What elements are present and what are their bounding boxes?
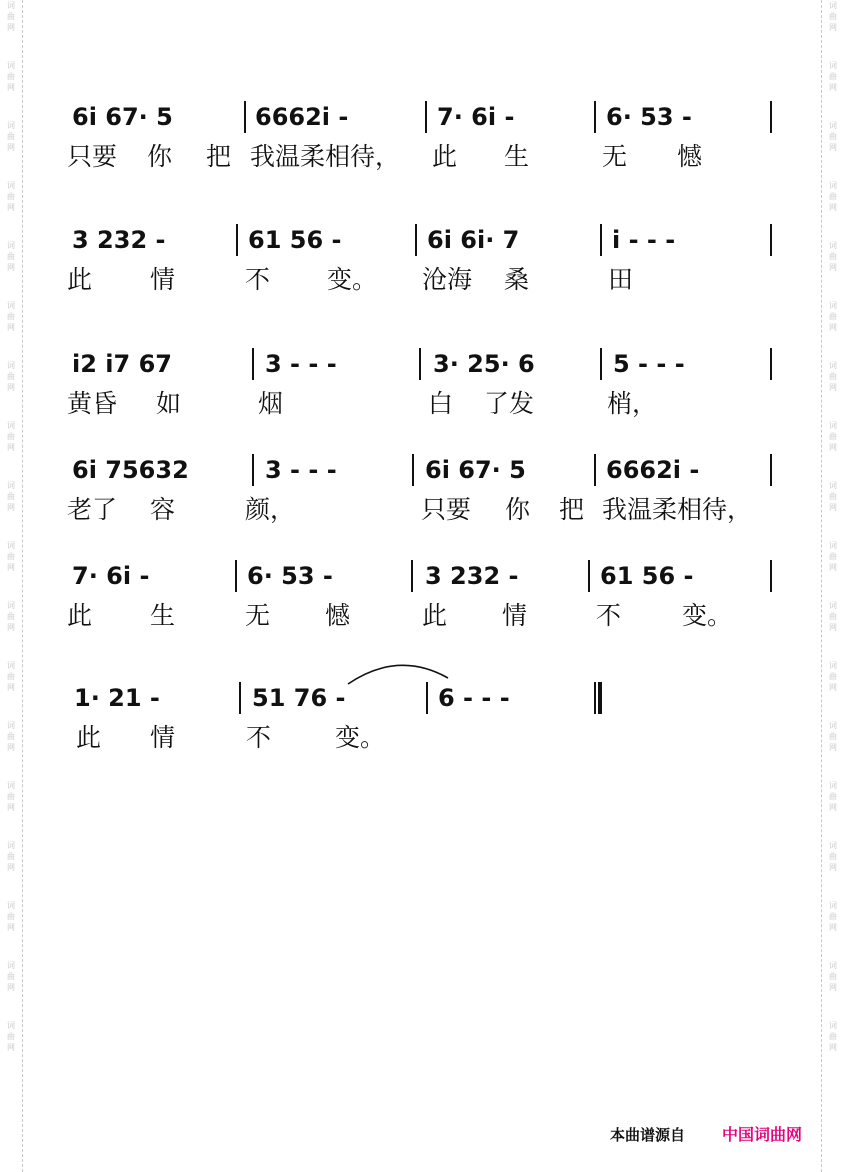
score-line (0, 97, 843, 217)
lyric-syllable: 不 (246, 723, 272, 752)
lyric-syllable: 老了 (67, 495, 118, 524)
watermark-mark: 词 曲 网 (829, 601, 837, 632)
watermark-mark: 词 曲 网 (829, 1021, 837, 1052)
measure-notes: 61 56 - (600, 562, 694, 590)
lyric-syllable: 我温柔相待， (602, 495, 753, 524)
barline (594, 101, 596, 133)
barline (770, 560, 772, 592)
watermark-mark: 词 曲 网 (7, 121, 15, 152)
score-line (0, 220, 843, 340)
measure-notes: 6i 67· 5 (425, 456, 526, 484)
barline (236, 224, 238, 256)
measure-notes: 1· 21 - (74, 684, 160, 712)
lyric-syllable: 此 (67, 265, 93, 294)
barline (415, 224, 417, 256)
watermark-mark: 词 曲 网 (829, 901, 837, 932)
barline (770, 224, 772, 256)
final-barline (594, 682, 602, 714)
measure-notes: 51 76 - (252, 684, 346, 712)
score-line (0, 678, 843, 798)
measure-notes: 6662i - (255, 103, 349, 131)
watermark-mark: 词 曲 网 (7, 841, 15, 872)
watermark-mark: 词 曲 网 (7, 781, 15, 812)
measure-notes: 3 - - - (265, 456, 337, 484)
lyric-syllable: 憾 (677, 142, 703, 171)
watermark-mark: 词 曲 网 (829, 121, 837, 152)
watermark-mark: 词 曲 网 (829, 301, 837, 332)
lyrics-row (0, 260, 843, 304)
barline (425, 101, 427, 133)
score-line (0, 344, 843, 464)
lyric-syllable: 只要 (67, 142, 118, 171)
measure-notes: 6 - - - (438, 684, 510, 712)
measure-notes: 3· 25· 6 (433, 350, 535, 378)
lyric-syllable: 只要 (421, 495, 472, 524)
barline (419, 348, 421, 380)
lyric-syllable: 把 (559, 495, 585, 524)
watermark-mark: 词 曲 网 (829, 661, 837, 692)
lyric-syllable: 憾 (325, 601, 351, 630)
lyric-syllable: 颜， (245, 495, 296, 524)
watermark-mark: 词 曲 网 (829, 541, 837, 572)
measure-notes: 6662i - (606, 456, 700, 484)
lyric-syllable: 我温柔相待， (250, 142, 401, 171)
watermark-mark: 词 曲 网 (7, 481, 15, 512)
lyric-syllable: 此 (67, 601, 93, 630)
lyrics-row (0, 490, 843, 534)
lyric-syllable: 此 (432, 142, 458, 171)
watermark-mark: 词 曲 网 (829, 241, 837, 272)
watermark-mark: 词 曲 网 (7, 421, 15, 452)
notes-row (0, 450, 843, 494)
barline (252, 348, 254, 380)
measure-notes: 61 56 - (248, 226, 342, 254)
watermark-mark: 词 曲 网 (829, 421, 837, 452)
measure-notes: 7· 6i - (72, 562, 150, 590)
watermark-mark: 词 曲 网 (829, 721, 837, 752)
lyrics-row (0, 596, 843, 640)
lyric-syllable: 你 (147, 142, 173, 171)
watermark-mark: 词 曲 网 (7, 241, 15, 272)
measure-notes: 6· 53 - (606, 103, 692, 131)
watermark-mark: 词 曲 网 (829, 961, 837, 992)
watermark-mark: 词 曲 网 (829, 781, 837, 812)
lyric-syllable: 变。 (682, 601, 733, 630)
watermark-mark: 词 曲 网 (7, 61, 15, 92)
lyric-syllable: 如 (156, 389, 182, 418)
lyrics-row (0, 384, 843, 428)
measure-notes: 6i 6i· 7 (427, 226, 520, 254)
measure-notes: i2 i7 67 (72, 350, 172, 378)
measure-notes: 6i 75632 (72, 456, 189, 484)
barline (412, 454, 414, 486)
notes-row (0, 556, 843, 600)
barline (244, 101, 246, 133)
lyric-syllable: 变。 (335, 723, 386, 752)
watermark-mark: 词 曲 网 (7, 661, 15, 692)
barline (594, 454, 596, 486)
watermark-mark: 词 曲 网 (7, 721, 15, 752)
notes-row (0, 678, 843, 722)
lyric-syllable: 生 (150, 601, 176, 630)
watermark-mark: 词 曲 网 (7, 301, 15, 332)
lyrics-row (0, 137, 843, 181)
watermark-mark: 词 曲 网 (7, 1021, 15, 1052)
lyric-syllable: 桑 (504, 265, 530, 294)
footer-source-label: 本曲谱源自 (610, 1126, 686, 1144)
lyric-syllable: 不 (245, 265, 271, 294)
barline (600, 224, 602, 256)
measure-notes: 6i 67· 5 (72, 103, 173, 131)
lyrics-row (0, 718, 843, 762)
watermark-mark: 词 曲 网 (7, 901, 15, 932)
lyric-syllable: 无 (602, 142, 628, 171)
lyric-syllable: 生 (504, 142, 530, 171)
barline (600, 348, 602, 380)
measure-notes: 7· 6i - (437, 103, 515, 131)
lyric-syllable: 黄昏 (67, 389, 118, 418)
notes-row (0, 344, 843, 388)
barline (252, 454, 254, 486)
barline (239, 682, 241, 714)
watermark-mark: 词 曲 网 (7, 1, 15, 32)
barline (770, 348, 772, 380)
measure-notes: 3 232 - (425, 562, 519, 590)
barline (770, 454, 772, 486)
barline (770, 101, 772, 133)
lyric-syllable: 情 (502, 601, 528, 630)
watermark-mark: 词 曲 网 (829, 61, 837, 92)
watermark-mark: 词 曲 网 (7, 601, 15, 632)
lyric-syllable: 无 (245, 601, 271, 630)
lyric-syllable: 白 (428, 389, 454, 418)
watermark-mark: 词 曲 网 (829, 361, 837, 392)
watermark-mark: 词 曲 网 (7, 541, 15, 572)
lyric-syllable: 此 (422, 601, 448, 630)
watermark-mark: 词 曲 网 (7, 361, 15, 392)
watermark-mark: 词 曲 网 (829, 481, 837, 512)
barline (588, 560, 590, 592)
lyric-syllable: 烟 (258, 389, 284, 418)
lyric-syllable: 沧海 (422, 265, 473, 294)
barline (235, 560, 237, 592)
footer-credit (580, 1122, 820, 1148)
notes-row (0, 220, 843, 264)
measure-notes: 3 232 - (72, 226, 166, 254)
watermark-mark: 词 曲 网 (829, 181, 837, 212)
measure-notes: 5 - - - (613, 350, 685, 378)
lyric-syllable: 梢， (607, 389, 658, 418)
lyric-syllable: 变。 (327, 265, 378, 294)
lyric-syllable: 不 (596, 601, 622, 630)
lyric-syllable: 了发 (484, 389, 535, 418)
score-line (0, 450, 843, 570)
barline (426, 682, 428, 714)
lyric-syllable: 你 (505, 495, 531, 524)
watermark-mark: 词 曲 网 (7, 181, 15, 212)
notes-row (0, 97, 843, 141)
watermark-mark: 词 曲 网 (829, 841, 837, 872)
lyric-syllable: 容 (150, 495, 176, 524)
footer-brand-link[interactable]: 中国词曲网 (722, 1125, 803, 1144)
watermark-mark: 词 曲 网 (829, 1, 837, 32)
measure-notes: 3 - - - (265, 350, 337, 378)
measure-notes: 6· 53 - (247, 562, 333, 590)
lyric-syllable: 田 (608, 265, 634, 294)
lyric-syllable: 把 (206, 142, 232, 171)
watermark-mark: 词 曲 网 (7, 961, 15, 992)
lyric-syllable: 此 (76, 723, 102, 752)
lyric-syllable: 情 (150, 723, 176, 752)
lyric-syllable: 情 (150, 265, 176, 294)
measure-notes: i - - - (612, 226, 676, 254)
barline (411, 560, 413, 592)
